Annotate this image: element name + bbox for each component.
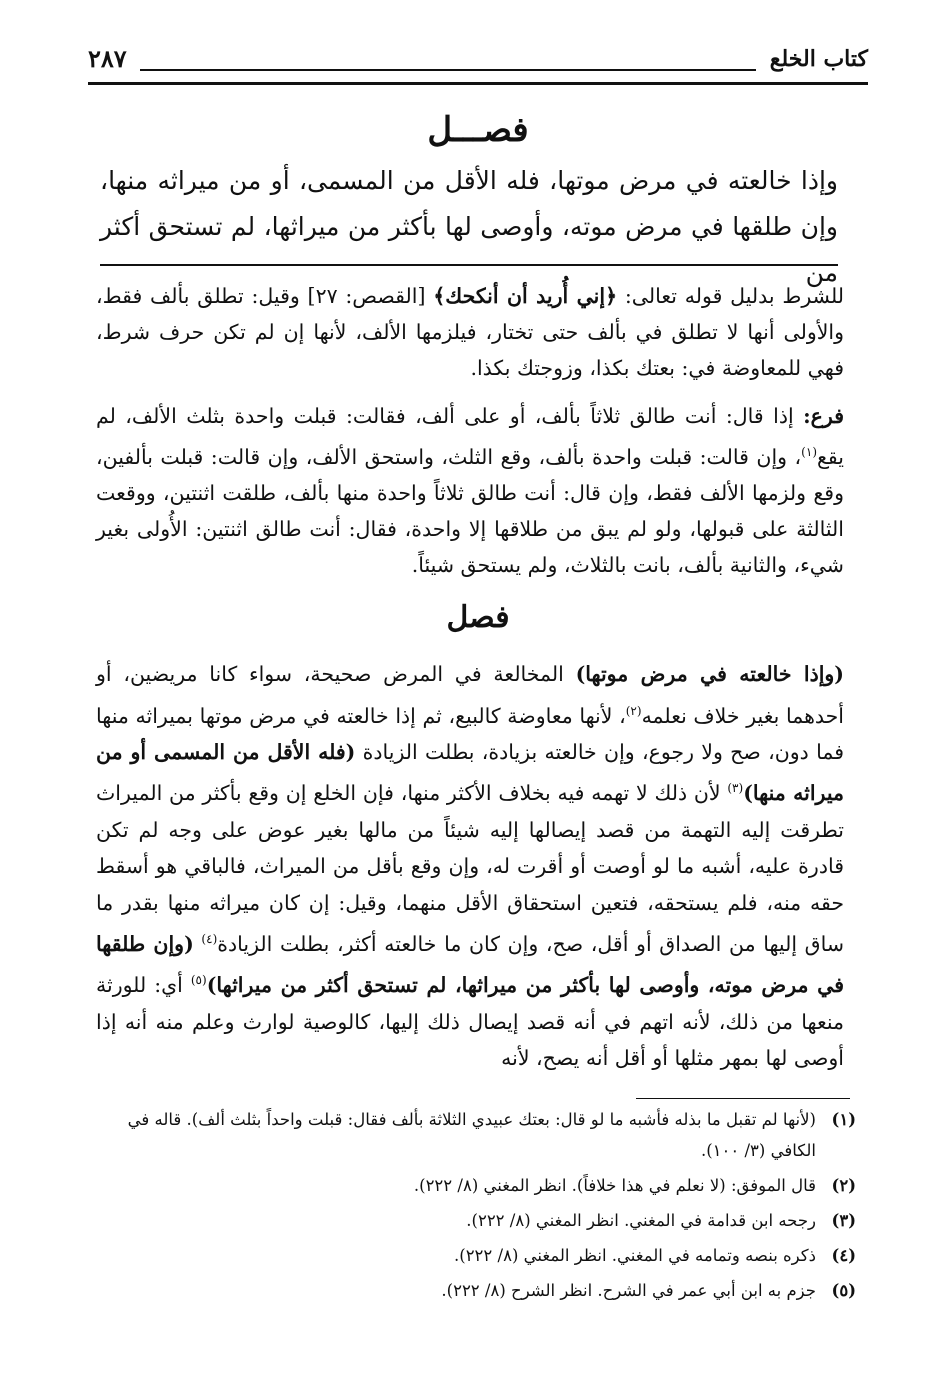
footnote-4 <box>96 1240 856 1271</box>
footnote-number: (٥) <box>831 1281 856 1300</box>
matn-excerpt: (وإن طلقها في مرض موته، وأوصى لها بأكثر من ميراثها، لم تستحق أكثر من ميراثها) <box>96 931 844 998</box>
footnote-text: جزم به ابن أبي عمر في الشرح. انظر الشرح (٨/ ٢٢٢). <box>441 1281 816 1300</box>
footnotes <box>96 1104 856 1306</box>
chapter-title: كتاب الخلع <box>769 46 868 72</box>
footnote-number: (١) <box>831 1110 856 1129</box>
footnote-text: (لأنها لم تقبل ما بذله فأشبه ما لو قال: بعتك عبيدي الثلاثة بألف فقال: قبلت واحداً بثلث ألف). قاله في الكافي (٣/ ١٠٠). <box>127 1110 816 1160</box>
footnote-ref-4[interactable]: (٤) <box>201 932 218 947</box>
page-number: ٢٨٧ <box>88 44 127 73</box>
footnote-ref-3[interactable]: (٣) <box>727 781 744 796</box>
matn-text: وإذا خالعته في مرض موتها، فله الأقل من المسمى، أو من ميراثه منها، وإن طلقها في مرض موته، وأوصى لها بأكثر من ميراثها، لم تستحق أكثر من <box>100 166 838 287</box>
footnote-ref-1[interactable]: (١) <box>801 445 817 459</box>
commentary-text: لأن ذلك لا تهمه فيه بخلاف الأكثر منها، فإن الخلع إن وقع بأكثر من الميراث تطرقت إليه التهمة من قصد إيصالها إليه شيئاً من مالها بغير عوض على وجه لم تكن قادرة عليه، أشبه ما لو أوصت أو أقرت له، وإن وقع بأقل من الميراث، فالباقي هو أسقط حقه منه، فلم يستحقه، فتعين استحقاق الأقل منهما، وقيل: إن كان ميراثه منها بقدر ما ساق إليها من الصداق أو أقل، صح، وإن كان ما خالعته أكثر، بطلت الزيادة <box>96 781 844 956</box>
header-rule <box>140 69 756 71</box>
matn-excerpt: (وإذا خالعته في مرض موتها) <box>575 662 844 686</box>
footnote-3 <box>96 1205 856 1236</box>
commentary-text: [القصص: ٢٧] وقيل: تطلق بألف فقط، والأولى أنها لا تطلق في بألف حتى تختار، فيلزمها الألف، لأنها إن لم تكن حرف شرط، فهي للمعاوضة في: بعتك بكذا، وزوجتك بكذا. <box>96 284 844 380</box>
section-title-2: فصل <box>446 600 510 635</box>
header-underline <box>88 82 868 85</box>
commentary-paragraph-1 <box>96 278 844 386</box>
footnote-ref-2[interactable]: (٢) <box>625 703 642 718</box>
footnote-1 <box>96 1104 856 1166</box>
matn-divider <box>100 264 838 266</box>
footnote-ref-5[interactable]: (٥) <box>190 973 207 988</box>
footnote-text: رجحه ابن قدامة في المغني. انظر المغني (٨/ ٢٢٢). <box>466 1211 816 1230</box>
footnote-2 <box>96 1170 856 1201</box>
footnote-text: قال الموفق: (لا نعلم في هذا خلافاً). انظر المغني (٨/ ٢٢٢). <box>413 1176 816 1195</box>
commentary-text: أي: للورثة منعها من ذلك، لأنه اتهم في أنه قصد إيصال ذلك إليها، كالوصية لوارث وعلم منه أنه إذا أوصى لها بمهر مثلها أو أقل أنه يصح، لأنه <box>96 973 844 1071</box>
commentary-text: للشرط بدليل قوله تعالى: <box>617 284 844 308</box>
commentary-text: ، وإن قالت: قبلت واحدة بألف، وقع الثلث، واستحق الألف، وإن قالت: قبلت بألفين، وقع ولزمها الألف فقط، وإن قال: أنت طالق ثلاثاً واحدة منها بألف، طلقت اثنتين، ووقعت الثالثة على قبولها، ولو لم يبق من طلاقها إلا واحدة، فقال: أنت طالق اثنتين: الأُولى بغير شيء، والثانية بألف، بانت بالثلاث، ولم يستحق شيئاً. <box>96 444 844 577</box>
matn-excerpt: (فله الأقل من المسمى أو من ميراثه منها) <box>96 739 844 806</box>
quran-quote: ﴿إني أُريد أن أنكحك﴾ <box>433 284 618 308</box>
branch-label: فرع: <box>803 404 844 428</box>
footnote-text: ذكره بنصه وتمامه في المغني. انظر المغني (٨/ ٢٢٢). <box>454 1246 816 1265</box>
section-title-1: فصـــل <box>427 110 529 150</box>
commentary-paragraph-2 <box>96 398 844 583</box>
footnote-number: (٣) <box>831 1211 856 1230</box>
commentary-paragraph-3 <box>96 656 844 1077</box>
footnote-number: (٤) <box>831 1246 856 1265</box>
footnote-separator <box>636 1098 850 1099</box>
commentary-text: ، لأنها معاوضة كالبيع، ثم إذا خالعته في مرض موتها بميراثه منها فما دون، صح ولا رجوع، وإن خالعته بزيادة، بطلت الزيادة <box>96 703 844 764</box>
commentary-text: المخالعة في المرض صحيحة، سواء كانا مريضين، أو أحدهما بغير خلاف نعلمه <box>96 662 845 728</box>
footnote-5 <box>96 1275 856 1306</box>
footnote-number: (٢) <box>831 1176 856 1195</box>
commentary-text: إذا قال: أنت طالق ثلاثاً بألف، أو على ألف، فقالت: قبلت واحدة بثلث الألف، لم يقع <box>96 404 844 469</box>
running-header <box>88 42 868 78</box>
